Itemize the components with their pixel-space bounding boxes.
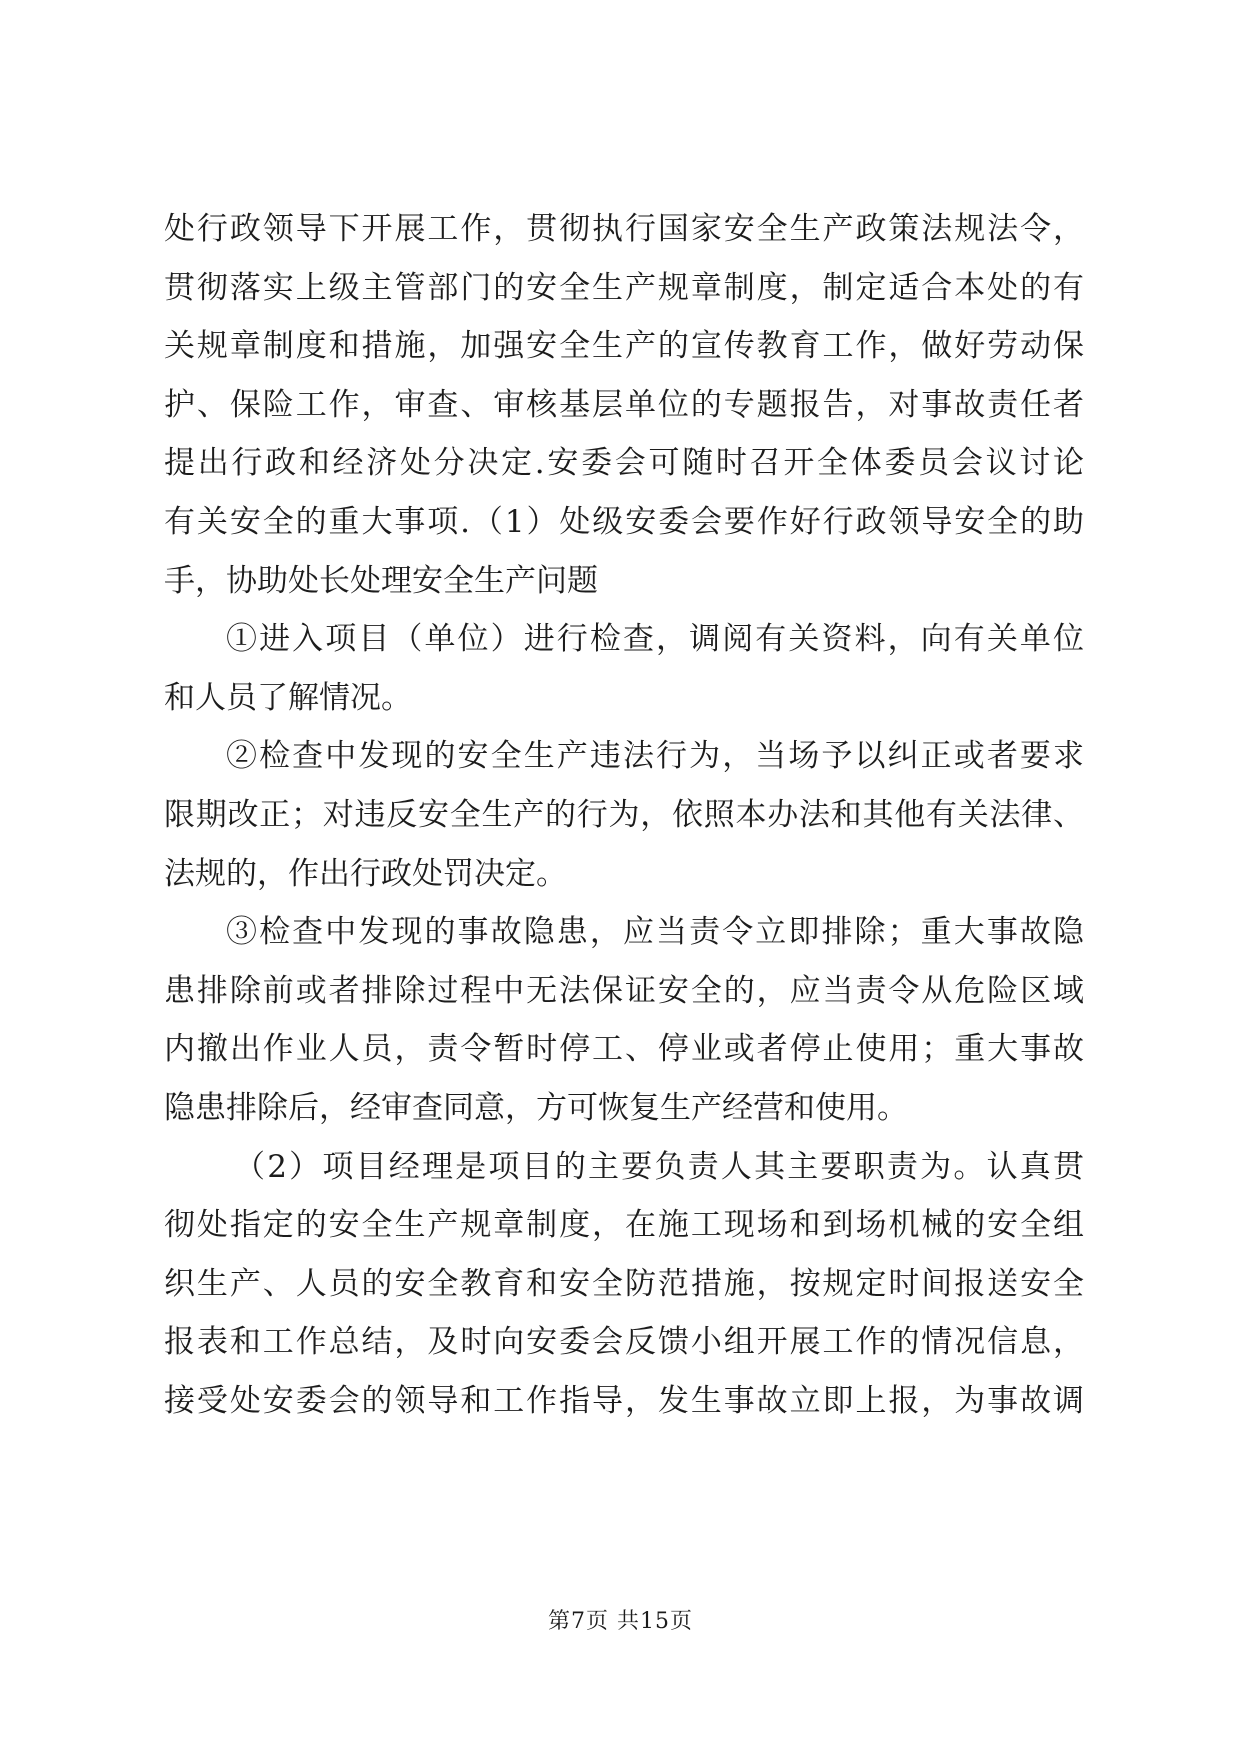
text-line: 限期改正；对违反安全生产的行为，依照本办法和其他有关法律、 xyxy=(164,796,1084,833)
text-line: 和人员了解情况。 xyxy=(164,679,412,716)
body-text xyxy=(164,200,1084,1430)
text-line: 提出行政和经济处分决定.安委会可随时召开全体委员会议讨论 xyxy=(164,445,1084,482)
text-line: 织生产、人员的安全教育和安全防范措施，按规定时间报送安全 xyxy=(164,1265,1084,1302)
text-line: 贯彻落实上级主管部门的安全生产规章制度，制定适合本处的有 xyxy=(164,269,1084,306)
text-line: 有关安全的重大事项.（1）处级安委会要作好行政领导安全的助 xyxy=(164,503,1084,540)
text-line: 内撤出作业人员，责令暂时停工、停业或者停止使用；重大事故 xyxy=(164,1031,1084,1068)
text-line: ①进入项目（单位）进行检查，调阅有关资料，向有关单位 xyxy=(226,621,1084,658)
text-line: 关规章制度和措施，加强安全生产的宣传教育工作，做好劳动保 xyxy=(164,328,1084,365)
text-line: 法规的，作出行政处罚决定。 xyxy=(164,855,567,892)
text-line: ③检查中发现的事故隐患，应当责令立即排除；重大事故隐 xyxy=(226,914,1084,951)
text-line: （2）项目经理是项目的主要负责人其主要职责为。认真贯 xyxy=(234,1148,1084,1185)
text-line: 手，协助处长处理安全生产问题 xyxy=(164,562,598,599)
text-line: 彻处指定的安全生产规章制度，在施工现场和到场机械的安全组 xyxy=(164,1207,1084,1244)
text-line: 接受处安委会的领导和工作指导，发生事故立即上报，为事故调 xyxy=(164,1382,1084,1419)
text-line: 报表和工作总结，及时向安委会反馈小组开展工作的情况信息， xyxy=(164,1324,1084,1361)
text-line: 患排除前或者排除过程中无法保证安全的，应当责令从危险区域 xyxy=(164,972,1084,1009)
text-line: 处行政领导下开展工作，贯彻执行国家安全生产政策法规法令， xyxy=(164,211,1084,247)
text-line: 隐患排除后，经审查同意，方可恢复生产经营和使用。 xyxy=(164,1089,908,1126)
text-line: ②检查中发现的安全生产违法行为，当场予以纠正或者要求 xyxy=(226,738,1084,775)
page-number-footer: 第7页 共15页 xyxy=(548,1609,693,1634)
text-line: 护、保险工作，审查、审核基层单位的专题报告，对事故责任者 xyxy=(164,386,1084,423)
